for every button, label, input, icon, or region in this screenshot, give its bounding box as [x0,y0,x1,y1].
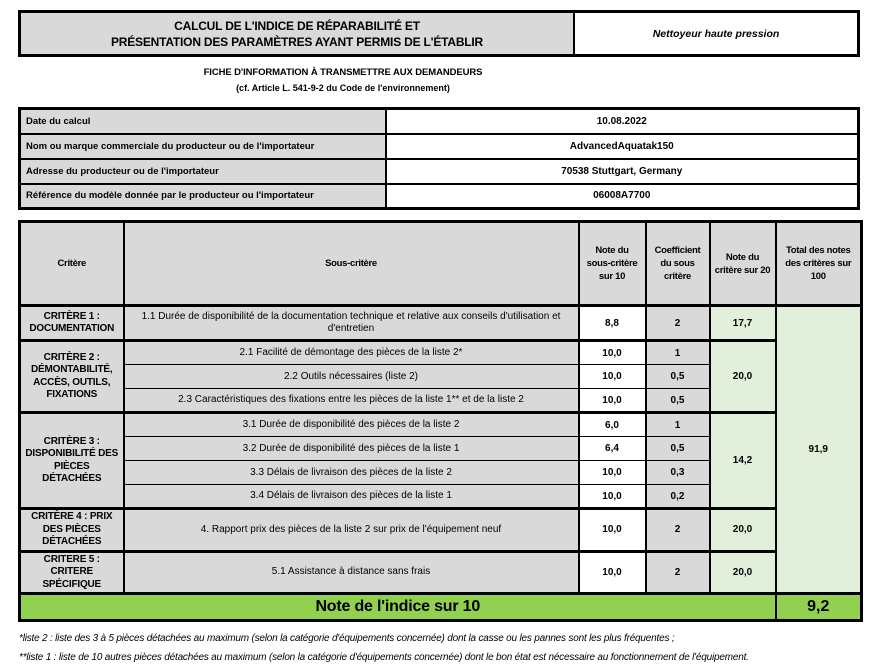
index-score-row [20,594,862,621]
repairability-index-document [0,10,877,664]
sub-criterion-3-4: 3.4 Délais de livraison des pièces de la liste 1 [124,485,579,509]
score-table-header-row [20,222,862,306]
info-value-model-ref: 06008A7700 [386,184,859,209]
title-banner [18,10,860,57]
sub-criterion-5-1: 5.1 Assistance à distance sans frais [124,551,579,594]
info-value-date: 10.08.2022 [386,109,859,134]
footnote-liste-2: *liste 2 : liste des 3 à 5 pièces détachées au maximum (selon la catégorie d'équipements concernée) dont la casse ou les pannes sont les plus fréquentes ; [19,633,675,644]
score-4: 10,0 [579,509,646,552]
info-label-model-ref: Référence du modèle donnée par le producteur ou l'importateur [20,184,386,209]
criterion-1-label: CRITÈRE 1 : DOCUMENTATION [20,306,124,341]
score-1-1: 8,8 [579,306,646,341]
criterion-3-label: CRITÈRE 3 : DISPONIBILITÉ DES PIÈCES DÉTACHÉES [20,413,124,509]
info-value-brand: AdvancedAquatak150 [386,134,859,159]
coef-3-1: 1 [646,413,710,437]
coef-3-4: 0,2 [646,485,710,509]
subtitle-line-1: FICHE D'INFORMATION À TRANSMETTRE AUX DEMANDEURS [203,67,483,78]
info-label-address: Adresse du producteur ou de l'importateur [20,159,386,184]
score-3-1: 6,0 [579,413,646,437]
sub-criterion-4: 4. Rapport prix des pièces de la liste 2 sur prix de l'équipement neuf [124,509,579,552]
sub-criterion-2-3: 2.3 Caractéristiques des fixations entre les pièces de la liste 1** et de la liste 2 [124,389,579,413]
criterion-2-score: 20,0 [710,341,776,413]
table-row [20,184,859,209]
criterion-5-label: CRITERE 5 : CRITERE SPÉCIFIQUE [20,551,124,594]
info-label-date: Date du calcul [20,109,386,134]
footnotes [19,629,877,667]
sub-criterion-3-2: 3.2 Durée de disponibilité des pièces de la liste 1 [124,437,579,461]
table-row [20,109,859,134]
producer-info-table [18,107,860,210]
coef-3-2: 0,5 [646,437,710,461]
header-criterion-score: Note du critère sur 20 [710,222,776,306]
product-category-label: Nettoyeur haute pression [652,27,780,40]
coef-2-1: 1 [646,341,710,365]
coef-4: 2 [646,509,710,552]
table-row [20,341,862,365]
table-row [20,551,862,594]
footnote-liste-1: **liste 1 : liste de 10 autres pièces détachées au maximum (selon la catégorie d'équipements concernée) dont le bon état est nécessaire au fonctionnement de l'équipement. [19,652,749,663]
criterion-4-label: CRITÈRE 4 : PRIX DES PIÈCES DÉTACHÉES [20,509,124,552]
coef-2-2: 0,5 [646,365,710,389]
criterion-5-score: 20,0 [710,551,776,594]
index-score-value: 9,2 [776,594,862,621]
criterion-2-label: CRITÈRE 2 : DÉMONTABILITÉ, ACCÈS, OUTILS, FIXATIONS [20,341,124,413]
total-score-100: 91,9 [776,306,862,594]
table-row [20,509,862,552]
sub-criterion-3-3: 3.3 Délais de livraison des pièces de la liste 2 [124,461,579,485]
title-line-1: CALCUL DE L'INDICE DE RÉPARABILITÉ ET [174,18,420,33]
coef-3-3: 0,3 [646,461,710,485]
document-title [21,13,573,54]
product-category-box [573,13,857,54]
criterion-4-score: 20,0 [710,509,776,552]
sub-criterion-3-1: 3.1 Durée de disponibilité des pièces de la liste 2 [124,413,579,437]
score-2-2: 10,0 [579,365,646,389]
document-subtitle [18,67,668,93]
score-3-4: 10,0 [579,485,646,509]
score-2-3: 10,0 [579,389,646,413]
coef-2-3: 0,5 [646,389,710,413]
header-sub-score: Note du sous-critère sur 10 [579,222,646,306]
table-row [20,306,862,341]
sub-criterion-1-1: 1.1 Durée de disponibilité de la documentation technique et relative aux conseils d'utilisation et d'entretien [124,306,579,341]
header-sub-criterion: Sous-critère [124,222,579,306]
criterion-1-score: 17,7 [710,306,776,341]
title-line-2: PRÉSENTATION DES PARAMÈTRES AYANT PERMIS DE L'ÉTABLIR [110,34,484,49]
criterion-3-score: 14,2 [710,413,776,509]
header-criterion: Critère [20,222,124,306]
table-row [20,134,859,159]
sub-criterion-2-1: 2.1 Facilité de démontage des pièces de la liste 2* [124,341,579,365]
score-3-3: 10,0 [579,461,646,485]
info-label-brand: Nom ou marque commerciale du producteur ou de l'importateur [20,134,386,159]
coef-1-1: 2 [646,306,710,341]
score-3-2: 6,4 [579,437,646,461]
info-value-address: 70538 Stuttgart, Germany [386,159,859,184]
sub-criterion-2-2: 2.2 Outils nécessaires (liste 2) [124,365,579,389]
subtitle-line-2: (cf. Article L. 541-9-2 du Code de l'environnement) [236,83,450,93]
score-table [18,220,863,622]
index-score-label: Note de l'indice sur 10 [20,594,776,621]
header-total: Total des notes des critères sur 100 [776,222,862,306]
table-row [20,159,859,184]
coef-5-1: 2 [646,551,710,594]
header-coefficient: Coefficient du sous critère [646,222,710,306]
table-row [20,413,862,437]
score-5-1: 10,0 [579,551,646,594]
score-2-1: 10,0 [579,341,646,365]
